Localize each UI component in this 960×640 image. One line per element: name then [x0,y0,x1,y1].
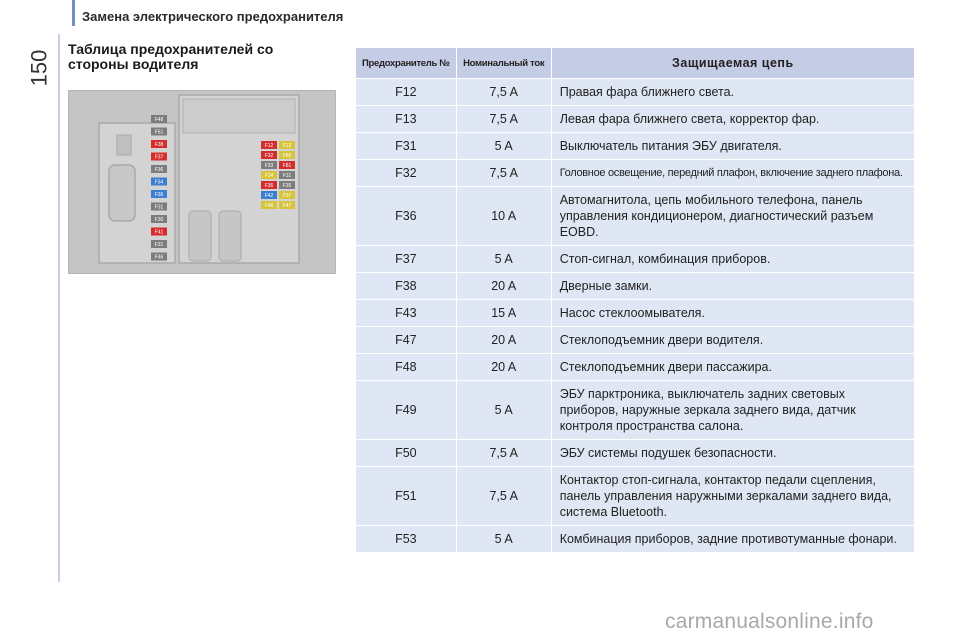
fuse-cell: F48 [356,354,457,381]
current-cell: 7,5 A [456,106,551,133]
fuse-cell: F51 [356,467,457,526]
fuse-slot-label: F46 [264,203,274,209]
current-cell: 20 A [456,273,551,300]
circuit-cell: Выключатель питания ЭБУ двигателя. [551,133,914,160]
left-connector [109,165,135,221]
fuse-slot-label: F35 [282,183,292,189]
fuse-slot-label: F32 [264,153,274,159]
relay-slot-2 [219,211,241,261]
right-top-panel [183,99,295,133]
circuit-cell: Стеклоподъемник двери водителя. [551,327,914,354]
table-row [356,79,915,106]
fuse-box-illustration [69,91,335,273]
section-title [68,42,318,72]
fuse-cell: F32 [356,160,457,187]
circuit-cell: Стеклоподъемник двери пассажира. [551,354,914,381]
fuse-slot-label: F38 [154,142,164,148]
fuse-box-diagram [68,90,336,274]
fuse-cell: F31 [356,133,457,160]
current-cell: 7,5 A [456,467,551,526]
fuse-slot-label: F46 [154,254,164,261]
current-cell: 5 A [456,133,551,160]
left-latch [117,135,131,155]
table-row [356,327,915,354]
current-cell: 15 A [456,300,551,327]
section-title-line2: стороны водителя [68,56,199,72]
page-number [24,48,54,88]
current-cell: 5 A [456,526,551,553]
circuit-cell: Насос стеклоомывателя. [551,300,914,327]
watermark: carmanualsonline.info [665,610,874,633]
table-header-row [356,48,915,79]
fuse-slot-label: F13 [282,143,292,149]
section-title-line1: Таблица предохранителей со [68,41,274,57]
fuse-cell: F43 [356,300,457,327]
fuse-cell: F12 [356,79,457,106]
circuit-cell: Контактор стоп-сигнала, контактор педали сцепления, панель управления наружными зеркалами заднего вида, система Bluetooth. [551,467,914,526]
current-cell: 10 A [456,187,551,246]
current-cell: 7,5 A [456,79,551,106]
margin-rule [58,34,60,582]
fuse-slot-label: F51 [154,129,164,136]
fuse-slot-label: F31 [154,204,164,211]
column-header-fuse: Предохранитель № [356,48,457,79]
fuse-slot-label: F34 [264,173,274,179]
fuse-cell: F47 [356,327,457,354]
table-row [356,467,915,526]
table-row [356,273,915,300]
table-row [356,354,915,381]
current-cell: 20 A [456,327,551,354]
table-row [356,246,915,273]
chapter-title: Замена электрического предохранителя [82,9,344,24]
current-cell: 7,5 A [456,160,551,187]
fuse-slot-label: F80 [282,153,292,159]
circuit-cell: Дверные замки. [551,273,914,300]
fuse-cell: F36 [356,187,457,246]
fuse-slot-label: F34 [154,179,164,186]
header-accent-bar [72,0,75,26]
circuit-cell: Комбинация приборов, задние противотуманные фонари. [551,526,914,553]
column-header-circuit: Защищаемая цепь [551,48,914,79]
current-cell: 20 A [456,354,551,381]
fuse-slot-label: F36 [264,183,274,189]
circuit-cell: Автомагнитола, цепь мобильного телефона, панель управления кондиционером, диагностический разъем EOBD. [551,187,914,246]
table-row [356,300,915,327]
fuse-cell: F13 [356,106,457,133]
current-cell: 7,5 A [456,440,551,467]
fuse-slot-label: F12 [264,143,274,149]
page-number-text: 150 [26,49,51,87]
fuse-slot-label: F31 [154,242,164,248]
fuse-cell: F53 [356,526,457,553]
circuit-cell: Головное освещение, передний плафон, включение заднего плафона. [551,160,914,187]
fuse-slot-label: F37 [154,154,164,161]
fuse-slot-label: F31 [282,173,292,179]
table-row [356,106,915,133]
fuse-slot-label: F81 [282,163,292,169]
fuse-table [355,47,915,553]
fuse-slot-label: F36 [154,167,164,173]
circuit-cell: Стоп-сигнал, комбинация приборов. [551,246,914,273]
circuit-cell: ЭБУ парктроника, выключатель задних световых приборов, наружные зеркала заднего вида, датчик контроля пространства салона. [551,381,914,440]
fuse-slot-label: F41 [154,229,164,236]
circuit-cell: ЭБУ системы подушек безопасности. [551,440,914,467]
fuse-slot-label: F30 [154,217,164,223]
fuse-slot-label: F42 [264,193,274,199]
fuse-slot-label: F33 [264,163,274,169]
fuse-cell: F50 [356,440,457,467]
column-header-current: Номинальный ток [456,48,551,79]
fuse-slot-label: F48 [154,117,164,123]
table-row [356,160,915,187]
circuit-cell: Правая фара ближнего света. [551,79,914,106]
fuse-cell: F49 [356,381,457,440]
current-cell: 5 A [456,246,551,273]
fuse-slot-label: F37 [282,193,292,199]
relay-slot [189,211,211,261]
current-cell: 5 A [456,381,551,440]
table-row [356,526,915,553]
table-row [356,187,915,246]
fuse-slot-label: F36 [154,192,164,198]
fuse-slot-label: F47 [282,203,292,209]
circuit-cell: Левая фара ближнего света, корректор фар. [551,106,914,133]
fuse-cell: F37 [356,246,457,273]
table-row [356,381,915,440]
table-row [356,440,915,467]
fuse-cell: F38 [356,273,457,300]
table-row [356,133,915,160]
